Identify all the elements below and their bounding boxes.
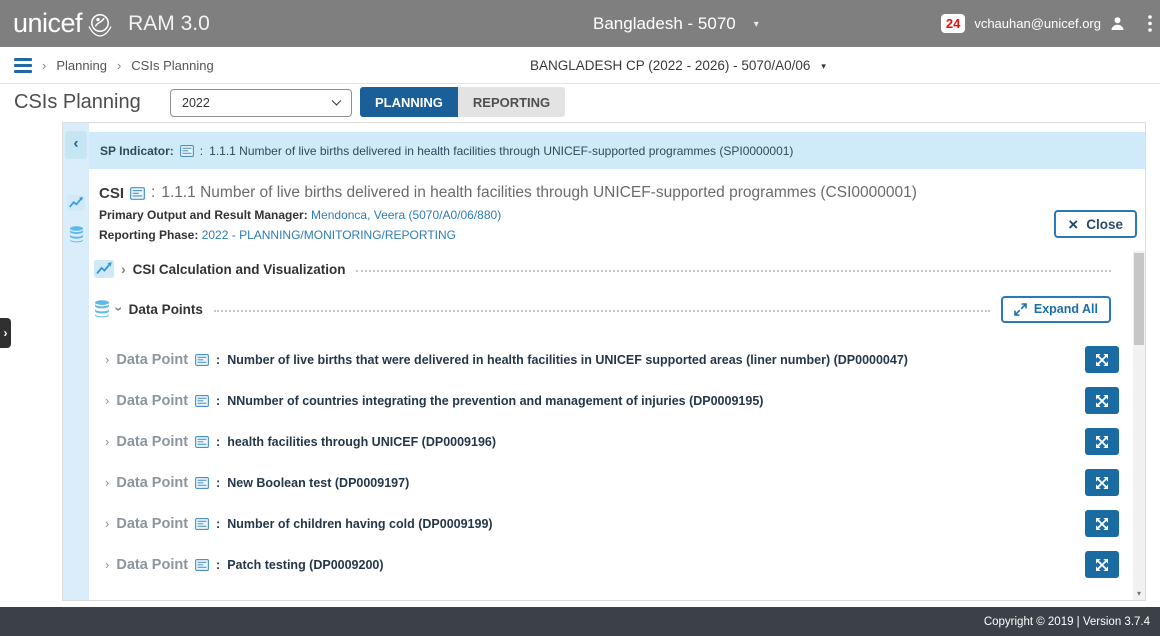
data-point-prefix: Data Point	[116, 474, 189, 491]
csi-sections-scroll-area	[89, 251, 1145, 600]
kebab-icon	[1148, 15, 1152, 32]
data-point-title[interactable]: NNumber of countries integrating the prevention and management of injuries (DP0009195)	[227, 393, 764, 408]
app-footer	[0, 607, 1160, 636]
data-point-prefix: Data Point	[116, 351, 189, 368]
data-point-card-icon	[195, 477, 209, 489]
chevron-down-icon[interactable]: ›	[111, 306, 128, 312]
expand-data-point-button[interactable]	[1085, 469, 1119, 496]
csi-detail-panel	[89, 123, 1145, 600]
year-select[interactable]	[170, 89, 352, 117]
data-point-prefix: Data Point	[116, 556, 189, 573]
chevron-right-icon[interactable]: ›	[105, 516, 110, 531]
breadcrumb	[14, 47, 214, 83]
copyright-text: Copyright © 2019 | Version 3.7.4	[983, 615, 1150, 628]
data-point-card-icon	[195, 559, 209, 571]
move-arrows-icon	[1095, 353, 1109, 367]
data-point-title[interactable]: New Boolean test (DP0009197)	[227, 475, 410, 490]
unicef-wordmark: unicef	[13, 8, 83, 38]
breadcrumb-bar	[0, 47, 1160, 84]
reporting-phase-line	[99, 228, 1135, 242]
year-select-value: 2022	[182, 96, 210, 110]
separator: :	[216, 352, 221, 367]
expand-side-panel-tab[interactable]: ›	[0, 318, 11, 348]
data-point-title[interactable]: Number of children having cold (DP0009199)	[227, 516, 493, 531]
chevron-right-icon[interactable]: ›	[121, 261, 126, 277]
data-points-label[interactable]: Data Points	[128, 301, 203, 317]
data-point-card-icon	[195, 436, 209, 448]
expand-data-point-button[interactable]	[1085, 387, 1119, 414]
data-point-prefix: Data Point	[116, 433, 189, 450]
breadcrumb-planning[interactable]: Planning	[56, 57, 107, 73]
calc-visualization-section	[94, 257, 1115, 281]
mode-tabs	[360, 87, 565, 117]
chevron-right-icon[interactable]: ›	[105, 557, 110, 572]
move-arrows-icon	[1095, 476, 1109, 490]
csi-title-line	[99, 184, 1135, 202]
csi-card-icon	[130, 187, 145, 200]
overflow-menu-button[interactable]	[1148, 15, 1152, 32]
left-rail	[63, 123, 89, 600]
reporting-phase-value: 2022 - PLANNING/MONITORING/REPORTING	[201, 228, 456, 242]
reporting-phase-label: Reporting Phase:	[99, 228, 199, 242]
chevron-right-icon: ›	[42, 57, 47, 73]
data-point-row	[89, 421, 1119, 462]
separator: :	[216, 475, 221, 490]
data-point-prefix: Data Point	[116, 392, 189, 409]
move-arrows-icon	[1095, 517, 1109, 531]
scrollbar-thumb[interactable]	[1134, 253, 1144, 345]
breadcrumb-csis-planning[interactable]: CSIs Planning	[131, 57, 214, 73]
manager-line	[99, 208, 1135, 222]
expand-data-point-button[interactable]	[1085, 346, 1119, 373]
data-point-title[interactable]: Patch testing (DP0009200)	[227, 557, 384, 572]
move-arrows-icon	[1095, 558, 1109, 572]
scrollbar-down-arrow[interactable]: ▾	[1136, 588, 1141, 598]
expand-data-point-button[interactable]	[1085, 551, 1119, 578]
data-point-row	[89, 503, 1119, 544]
database-icon[interactable]	[69, 226, 84, 243]
menu-icon[interactable]	[14, 58, 32, 73]
data-point-title[interactable]: health facilities through UNICEF (DP0009196)	[227, 434, 497, 449]
csi-title-text: 1.1.1 Number of live births delivered in health facilities through UNICEF-supported programmes (CSI0000001)	[161, 184, 917, 201]
dotted-leader	[214, 310, 990, 312]
chevron-right-icon[interactable]: ›	[105, 393, 110, 408]
dotted-leader	[356, 270, 1111, 272]
csi-label: CSI	[99, 184, 125, 202]
country-programme-label: BANGLADESH CP (2022 - 2026) - 5070/A0/06	[530, 57, 811, 73]
expand-arrows-icon	[1014, 303, 1027, 316]
separator: :	[151, 184, 156, 201]
close-label: Close	[1086, 216, 1123, 232]
chevron-right-icon[interactable]: ›	[105, 352, 110, 367]
app-name: RAM 3.0	[128, 11, 210, 35]
data-points-section	[94, 293, 1115, 325]
country-selector[interactable]	[593, 0, 759, 47]
separator: :	[216, 434, 221, 449]
tab-planning[interactable]: PLANNING	[360, 87, 458, 117]
data-point-row	[89, 380, 1119, 421]
collapse-panel-button[interactable]: ›	[65, 131, 87, 159]
expand-all-label: Expand All	[1033, 302, 1098, 316]
data-point-title[interactable]: Number of live births that were delivered in health facilities in UNICEF supported areas (liner number) (DP0000047)	[227, 352, 908, 367]
expand-all-button[interactable]	[1001, 296, 1111, 323]
close-button[interactable]	[1054, 210, 1137, 238]
data-point-prefix: Data Point	[116, 515, 189, 532]
manager-label: Primary Output and Result Manager:	[99, 208, 308, 222]
move-arrows-icon	[1095, 435, 1109, 449]
unicef-logo	[13, 0, 210, 47]
database-icon	[94, 300, 110, 318]
indicator-card-icon	[180, 145, 194, 157]
separator: :	[216, 393, 221, 408]
unicef-emblem-icon	[85, 10, 115, 40]
chevron-right-icon: ›	[116, 57, 122, 73]
page-title: CSIs Planning	[14, 91, 141, 113]
data-point-card-icon	[195, 518, 209, 530]
chart-icon	[94, 260, 114, 278]
data-point-row	[89, 462, 1119, 503]
sp-indicator-label: SP Indicator:	[100, 143, 174, 158]
toolbar	[0, 84, 1160, 122]
data-point-card-icon	[195, 395, 209, 407]
csi-summary	[89, 175, 1145, 242]
chevron-down-icon	[332, 95, 342, 105]
separator: :	[216, 516, 221, 531]
move-arrows-icon	[1095, 394, 1109, 408]
close-icon: ×	[1068, 214, 1079, 234]
notification-badge[interactable]: 24	[941, 14, 965, 33]
header-user-area	[941, 0, 1152, 47]
data-point-card-icon	[195, 354, 209, 366]
user-email[interactable]: vchauhan@unicef.org	[974, 16, 1101, 31]
app-header	[0, 0, 1160, 47]
expand-data-point-button[interactable]	[1085, 510, 1119, 537]
vertical-scrollbar[interactable]	[1133, 251, 1145, 600]
data-point-row	[89, 544, 1119, 585]
caret-down-icon[interactable]: ▾	[753, 19, 759, 30]
data-point-row	[89, 339, 1119, 380]
separator: :	[216, 557, 221, 572]
manager-link[interactable]: Mendonca, Veera (5070/A0/06/880)	[311, 208, 502, 222]
chart-icon[interactable]	[67, 195, 85, 211]
separator: :	[199, 143, 204, 158]
caret-down-icon: ▾	[821, 60, 826, 71]
tab-reporting[interactable]: REPORTING	[458, 87, 565, 117]
user-icon[interactable]	[1110, 16, 1125, 31]
calc-visualization-label[interactable]: CSI Calculation and Visualization	[132, 261, 346, 277]
expand-data-point-button[interactable]	[1085, 428, 1119, 455]
country-label: Bangladesh - 5070	[593, 13, 736, 33]
data-point-list	[89, 339, 1119, 585]
chevron-right-icon[interactable]: ›	[105, 475, 110, 490]
chevron-right-icon[interactable]: ›	[105, 434, 110, 449]
sp-indicator-text: 1.1.1 Number of live births delivered in health facilities through UNICEF-supported programmes (SPI0000001)	[209, 143, 794, 158]
csi-detail-card	[62, 122, 1146, 601]
country-programme-selector[interactable]	[530, 47, 826, 83]
sp-indicator-banner	[89, 132, 1145, 169]
